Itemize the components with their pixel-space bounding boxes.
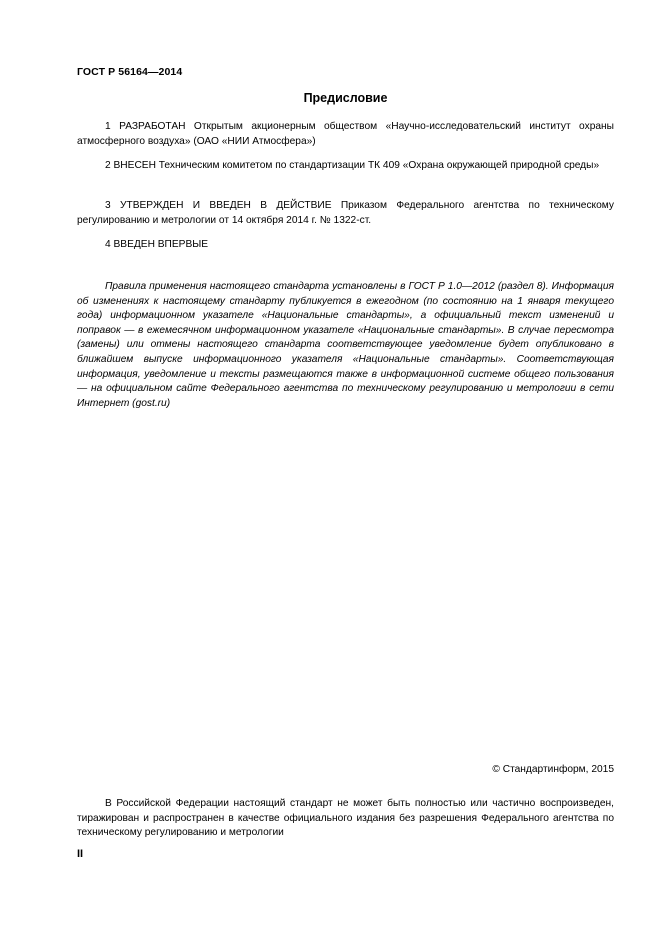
paragraph-developed-by: 1 РАЗРАБОТАН Открытым акционерным обществом «Научно-исследовательский институт охраны атмосферного воздуха» (ОАО «НИИ Атмосфера»)	[77, 121, 614, 147]
copyright-notice: © Стандартинформ, 2015	[492, 764, 614, 775]
paragraph-submitted-by: 2 ВНЕСЕН Техническим комитетом по стандартизации ТК 409 «Охрана окружающей природной среды»	[105, 160, 600, 171]
document-header-standard-id: ГОСТ Р 56164—2014	[77, 66, 183, 78]
page-number: II	[77, 848, 84, 860]
reproduction-restriction-note: В Российской Федерации настоящий стандарт не может быть полностью или частично воспроизведен, тиражирован и распространен в качестве официального издания без разрешения Федерального агентства по техническому регулированию и метрологии	[77, 798, 614, 839]
application-rules-notice: Правила применения настоящего стандарта установлены в ГОСТ Р 1.0—2012 (раздел 8). Информация об изменениях к настоящему стандарту публикуется в ежегодном (по состоянию на 1 января текущего года) информационном указателе «Национальные стандарты», а официальный текст изменений и поправок — в ежемесячном информационном указателе «Национальные стандарты». В случае пересмотра (замены) или отмены настоящего стандарта соответствующее уведомление будет опубликовано в ближайшем выпуске информационного указателя «Национальные стандарты». Соответствующая информация, уведомление и тексты размещаются также в информационной системе общего пользования — на официальном сайте Федерального агентства по техническому регулированию и метрологии в сети Интернет (gost.ru)	[77, 281, 614, 409]
page-title: Предисловие	[303, 91, 388, 105]
paragraph-introduced-first: 4 ВВЕДЕН ВПЕРВЫЕ	[105, 239, 209, 250]
paragraph-approved: 3 УТВЕРЖДЕН И ВВЕДЕН В ДЕЙСТВИЕ Приказом Федерального агентства по техническому регулированию и метрологии от 14 октября 2014 г. № 1322-ст.	[77, 200, 614, 226]
